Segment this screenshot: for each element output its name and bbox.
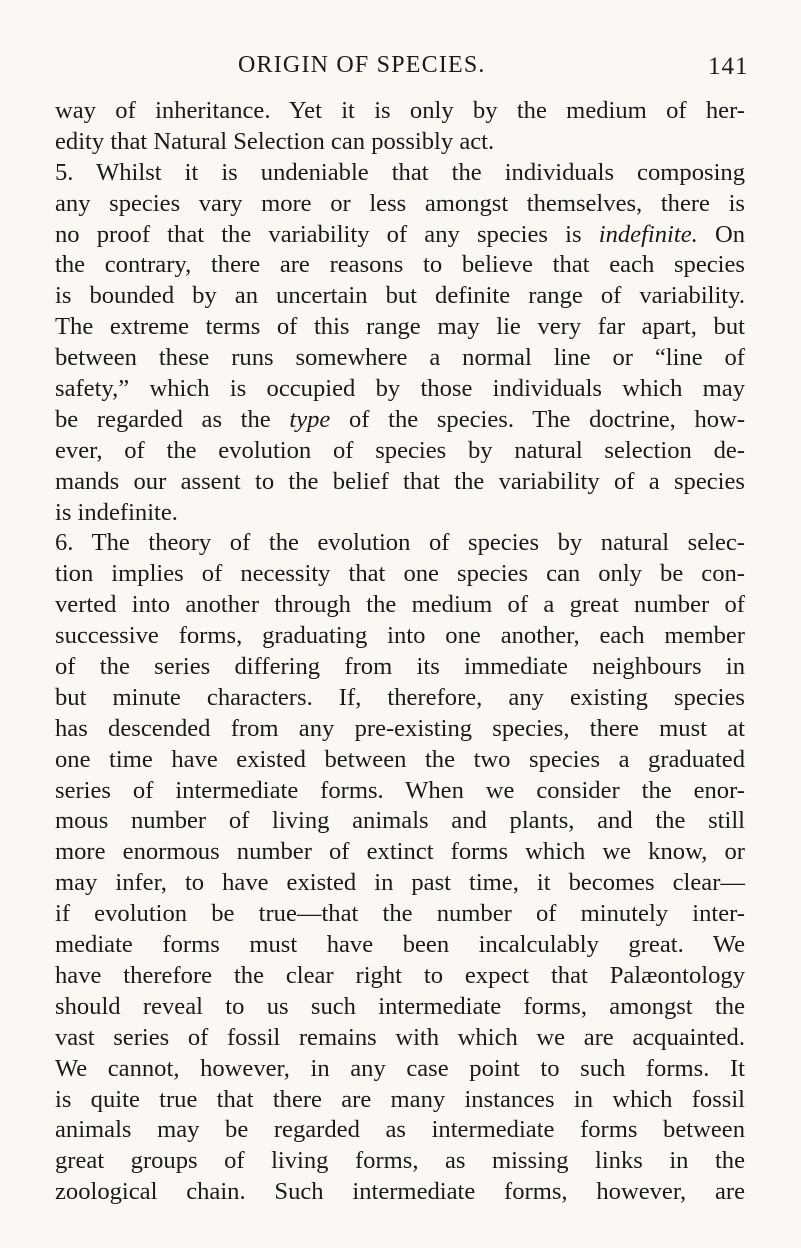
text-line: great groups of living forms, as missing links in the: [55, 1147, 745, 1175]
page-header: [0, 52, 801, 86]
text-line: way of inheritance. Yet it is only by the medium of her-: [55, 97, 745, 124]
text-line: 6. The theory of the evolution of species by natural selec-: [55, 529, 745, 557]
text-line: We cannot, however, in any case point to such forms. It: [55, 1054, 745, 1082]
text-line: but minute characters. If, therefore, any existing species: [55, 683, 745, 711]
body-text: [55, 96, 745, 1208]
text-line: mands our assent to the belief that the variability of a species: [55, 467, 745, 495]
text-line: one time have existed between the two species a graduated: [55, 745, 745, 773]
text-line: [55, 220, 745, 251]
text-line: series of intermediate forms. When we consider the enor-: [55, 776, 745, 804]
text-line: edity that Natural Selection can possibly act.: [55, 127, 495, 155]
text-line: between these runs somewhere a normal line or “line of: [55, 344, 745, 372]
text-line: verted into another through the medium of a great number of: [55, 591, 745, 619]
text-line: more enormous number of extinct forms which we know, or: [55, 838, 745, 866]
text-line: safety,” which is occupied by those individuals which may: [55, 375, 745, 403]
italic-term: indefinite.: [598, 220, 698, 248]
text-segment: be regarded as the: [55, 405, 290, 433]
text-segment: On: [697, 220, 745, 248]
text-line: may infer, to have existed in past time, it becomes clear—: [55, 869, 745, 897]
text-line: of the series differing from its immediate neighbours in: [55, 653, 745, 681]
text-line: is indefinite.: [55, 498, 178, 526]
text-line: 5. Whilst it is undeniable that the individuals composing: [55, 158, 745, 186]
text-segment: no proof that the variability of any species is: [55, 220, 599, 248]
text-line: have therefore the clear right to expect that Palæontology: [55, 961, 745, 989]
text-line: the contrary, there are reasons to believe that each species: [55, 251, 745, 279]
text-line: successive forms, graduating into one another, each member: [55, 622, 745, 650]
italic-term: type: [289, 405, 331, 433]
text-line: [55, 405, 745, 436]
text-line: mediate forms must have been incalculably great. We: [55, 931, 745, 959]
text-line: tion implies of necessity that one species can only be con-: [55, 560, 745, 588]
text-line: is bounded by an uncertain but definite range of variability.: [55, 282, 745, 310]
text-line: zoological chain. Such intermediate forms, however, are: [55, 1178, 745, 1206]
text-line: ever, of the evolution of species by natural selection de-: [55, 436, 745, 464]
text-line: is quite true that there are many instances in which fossil: [55, 1085, 745, 1113]
running-head: ORIGIN OF SPECIES.: [238, 52, 486, 78]
text-segment: of the species. The doctrine, how-: [330, 405, 746, 433]
text-line: The extreme terms of this range may lie very far apart, but: [55, 313, 745, 341]
text-line: animals may be regarded as intermediate forms between: [55, 1116, 745, 1144]
page-number: 141: [708, 53, 749, 80]
text-line: any species vary more or less amongst themselves, there is: [55, 189, 745, 217]
text-line: has descended from any pre-existing species, there must at: [55, 714, 745, 742]
text-line: should reveal to us such intermediate forms, amongst the: [55, 992, 745, 1020]
text-line: vast series of fossil remains with which we are acquainted.: [55, 1023, 745, 1051]
text-line: mous number of living animals and plants, and the still: [55, 807, 745, 835]
text-line: if evolution be true—that the number of minutely inter-: [55, 900, 745, 928]
